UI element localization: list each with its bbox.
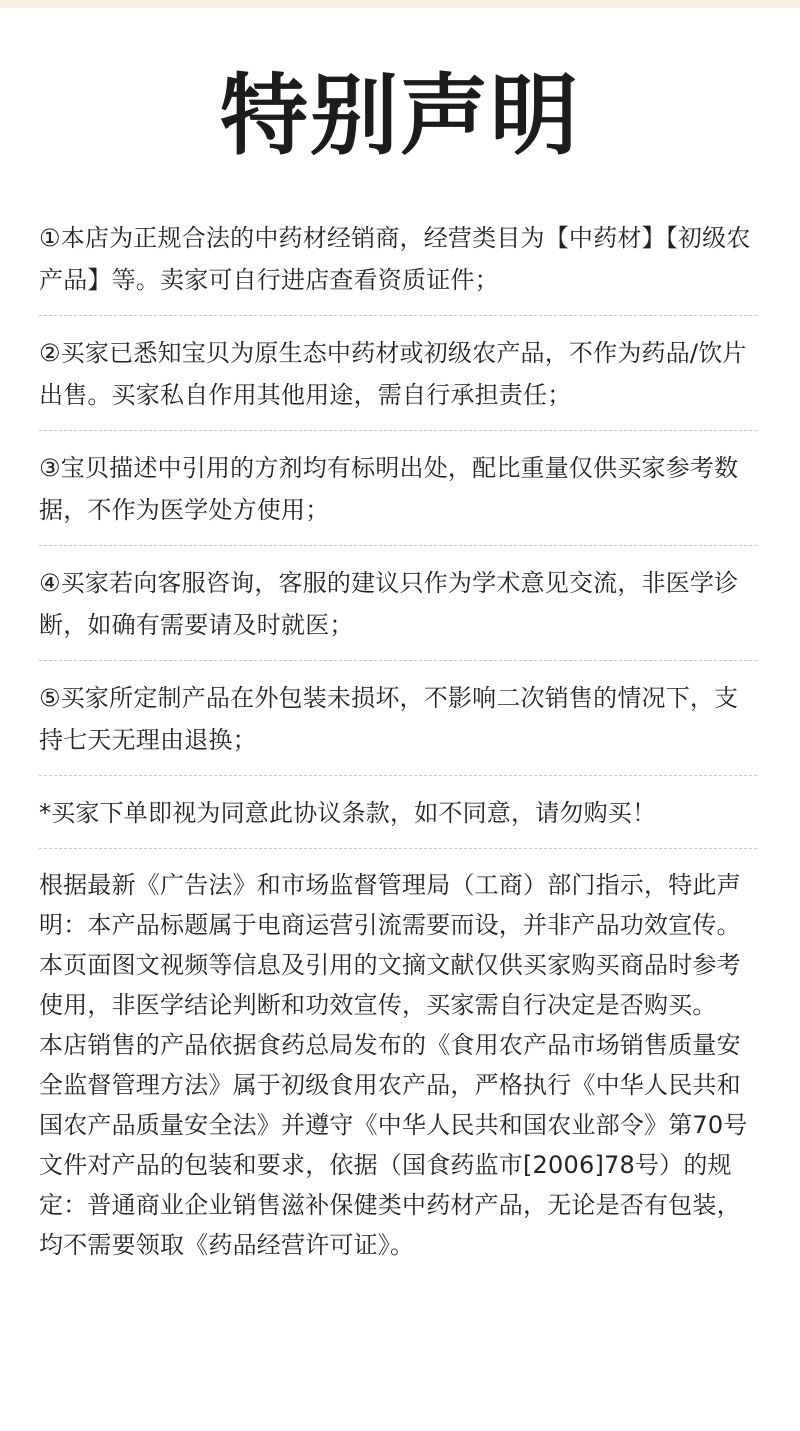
top-color-band <box>0 0 800 8</box>
product-regulation-declaration: 本店销售的产品依据食药总局发布的《食用农产品市场销售质量安全监督管理方法》属于初级食用农产品，严格执行《中华人民共和国农产品质量安全法》并遵守《中华人民共和国农业部令》第70号文件对产品的包装和要求，依据（国食药监市[2006]78号）的规定：普通商业企业销售滋补保健类中药材产品，无论是否有包装，均不需要领取《药品经营许可证》。 <box>39 1031 748 1259</box>
dashed-divider <box>39 315 757 316</box>
page-title: 特别声明 <box>219 64 580 167</box>
notice-item-3: ③宝贝描述中引用的方剂均有标明出处，配比重量仅供买家参考数据，不作为医学处方使用； <box>39 454 739 524</box>
statement-content <box>39 217 759 1265</box>
advertising-law-declaration: 根据最新《广告法》和市场监督管理局（工商）部门指示，特此声明：本产品标题属于电商运营引流需要而设，并非产品功效宣传。本页面图文视频等信息及引用的文摘文献仅供买家购买商品时参考使用，非医学结论判断和功效宣传，买家需自行决定是否购买。 <box>39 871 741 1019</box>
dashed-divider <box>39 775 757 776</box>
dashed-divider <box>39 848 757 849</box>
dashed-divider <box>39 430 757 431</box>
notice-item-5: ⑤买家所定制产品在外包装未损坏，不影响二次销售的情况下，支持七天无理由退换； <box>39 684 739 754</box>
purchase-agreement-note: *买家下单即视为同意此协议条款，如不同意，请勿购买！ <box>39 799 657 827</box>
notice-item-1: ①本店为正规合法的中药材经销商，经营类目为【中药材】【初级农产品】等。卖家可自行进店查看资质证件； <box>39 224 751 294</box>
dashed-divider <box>39 660 757 661</box>
notice-item-2: ②买家已悉知宝贝为原生态中药材或初级农产品，不作为药品/饮片出售。买家私自作用其他用途，需自行承担责任； <box>39 339 747 409</box>
notice-item-4: ④买家若向客服咨询，客服的建议只作为学术意见交流，非医学诊断，如确有需要请及时就医； <box>39 569 739 639</box>
dashed-divider <box>39 545 757 546</box>
